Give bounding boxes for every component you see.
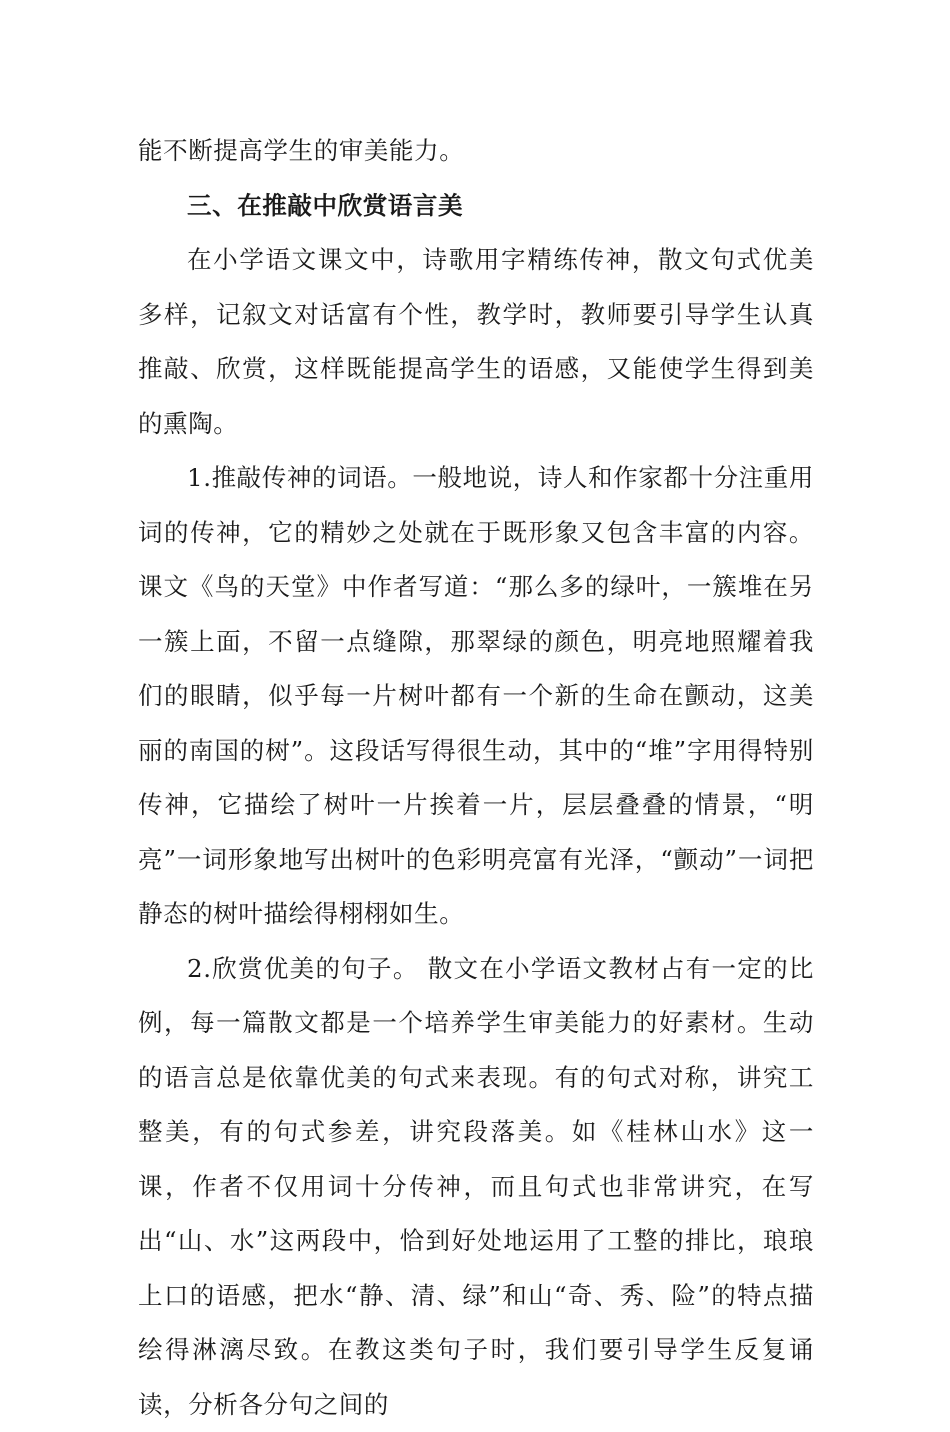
section-heading: 三、在推敲中欣赏语言美 — [138, 179, 814, 234]
paragraph-point-1: 1.推敲传神的词语。一般地说，诗人和作家都十分注重用词的传神，它的精妙之处就在于既形象又包含丰富的内容。课文《鸟的天堂》中作者写道：“那么多的绿叶，一簇堆在另一簇上面，不留一点缝隙，那翠绿的颜色，明亮地照耀着我们的眼睛，似乎每一片树叶都有一个新的生命在颤动，这美丽的南国的树”。这段话写得很生动，其中的“堆”字用得特别传神，它描绘了树叶一片挨着一片，层层叠叠的情景，“明亮”一词形象地写出树叶的色彩明亮富有光泽，“颤动”一词把静态的树叶描绘得栩栩如生。 — [138, 451, 814, 942]
document-page — [138, 124, 814, 1432]
paragraph-point-2: 2.欣赏优美的句子。 散文在小学语文教材占有一定的比例，每一篇散文都是一个培养学生审美能力的好素材。生动的语言总是依靠优美的句式来表现。有的句式对称，讲究工整美，有的句式参差，讲究段落美。如《桂林山水》这一课，作者不仅用词十分传神，而且句式也非常讲究，在写出“山、水”这两段中，恰到好处地运用了工整的排比，琅琅上口的语感，把水“静、清、绿”和山“奇、秀、险”的特点描绘得淋漓尽致。在教这类句子时，我们要引导学生反复诵读，分析各分句之间的 — [138, 942, 814, 1432]
paragraph-continuation: 能不断提高学生的审美能力。 — [138, 124, 814, 179]
paragraph-intro: 在小学语文课文中，诗歌用字精练传神，散文句式优美多样，记叙文对话富有个性，教学时，教师要引导学生认真推敲、欣赏，这样既能提高学生的语感，又能使学生得到美的熏陶。 — [138, 233, 814, 451]
